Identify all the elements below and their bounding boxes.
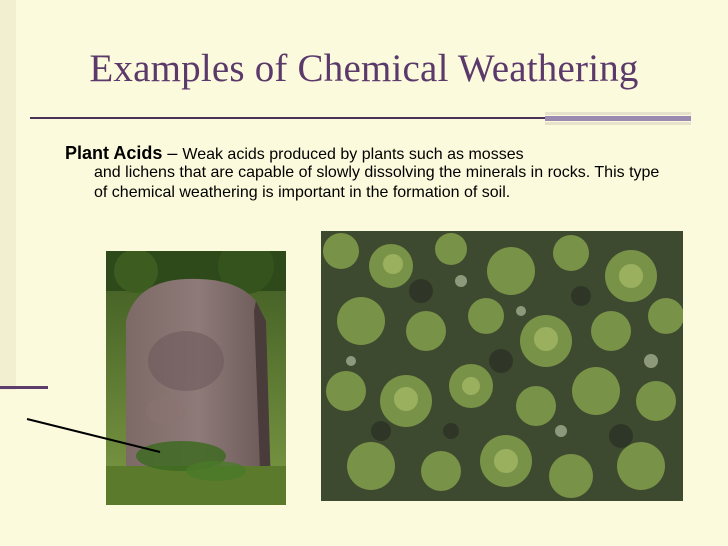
lichen-photo — [321, 231, 683, 501]
divider-blocks — [545, 112, 691, 125]
bullet-paragraph — [65, 143, 675, 203]
definition-first-line: Weak acids produced by plants such as mosses — [182, 146, 524, 163]
left-accent-cap — [0, 386, 48, 389]
term-label: Plant Acids — [65, 143, 163, 163]
term-dash: – — [162, 143, 183, 163]
gravestone-photo — [106, 251, 286, 505]
definition-continuation: and lichens that are capable of slowly dissolving the minerals in rocks. This type of chemical weathering is important in the formation of soil. — [94, 164, 660, 201]
slide-title: Examples of Chemical Weathering — [89, 47, 639, 90]
title-divider — [30, 117, 545, 119]
